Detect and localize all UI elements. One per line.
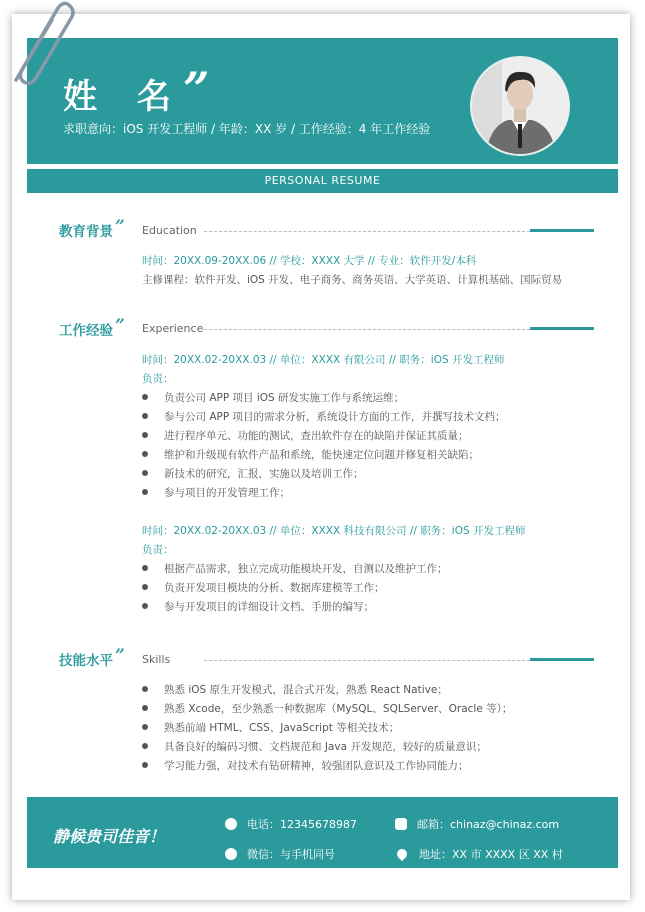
accent-bar [530,658,594,661]
list-item: 新技术的研究，汇报，实施以及培训工作； [142,466,364,481]
list-item: 熟悉 iOS 原生开发模式，混合式开发，熟悉 React Native； [142,682,448,697]
list-item: 参与开发项目的详细设计文档、手册的编写； [142,599,374,614]
portrait-image [472,58,568,154]
section-title-experience: 工作经验 ” [59,316,125,339]
divider [204,231,530,232]
education-line: 时间：20XX.09-20XX.06 // 学校：XXXX 大学 // 专业：软件开发/本科 [142,255,477,267]
list-item: 熟悉 Xcode，至少熟悉一种数据库（MySQL、SQLServer、Oracle 等）； [142,701,512,716]
contact-address: 地址：XX 市 XXXX 区 XX 村 [397,846,563,862]
job-intent: 求职意向：iOS 开发工程师 / 年龄：XX 岁 / 工作经验：4 年工作经验 [63,122,431,136]
job-line: 时间：20XX.02-20XX.03 // 单位：XXXX 科技有限公司 // 职务：iOS 开发工程师 [142,525,526,537]
mail-icon [395,818,407,830]
quote-mark: ” [183,62,210,116]
avatar [470,56,570,156]
section-title-education: 教育背景 ” [59,217,125,240]
list-item: 参与项目的开发管理工作； [142,485,290,500]
section-en-experience: Experience [142,322,204,335]
resume-header [27,38,618,164]
accent-bar [530,229,594,232]
duty-label: 负责： [142,544,174,556]
list-item: 根据产品需求，独立完成功能模块开发，自测以及维护工作； [142,561,448,576]
list-item: 学习能力强，对技术有钻研精神，较强团队意识及工作协同能力； [142,758,469,773]
contact-email: 邮箱：chinaz@chinaz.com [395,816,559,832]
list-item: 负责公司 APP 项目 iOS 研发实施工作与系统运维； [142,390,404,405]
duty-label: 负责： [142,373,174,385]
list-item: 维护和升级现有软件产品和系统，能快速定位问题并修复相关缺陷； [142,447,479,462]
contact-phone: 电话：12345678987 [225,816,357,832]
candidate-name: 姓 名 [63,77,185,117]
quote-mark: ” [115,646,125,666]
contact-footer [27,797,618,868]
accent-bar [530,327,594,330]
slogan: 静候贵司佳音！ [53,827,166,846]
wechat-icon [225,848,237,860]
divider [204,329,530,330]
divider [204,660,530,661]
list-item: 具备良好的编码习惯、文档规范和 Java 开发规范，较好的质量意识； [142,739,487,754]
list-item: 进行程序单元、功能的测试，查出软件存在的缺陷并保证其质量； [142,428,469,443]
list-item: 熟悉前端 HTML、CSS、JavaScript 等相关技术； [142,720,399,735]
list-item: 负责开发项目模块的分析、数据库建模等工作； [142,580,385,595]
courses-line: 主修课程：软件开发、iOS 开发、电子商务、商务英语、大学英语、计算机基础、国际贸易 [142,274,563,286]
paperclip-icon [6,0,76,86]
quote-mark: ” [115,316,125,336]
quote-mark: ” [115,217,125,237]
phone-icon [225,818,237,830]
personal-resume-banner: PERSONAL RESUME [27,169,618,193]
section-title-skills: 技能水平 ” [59,646,125,669]
location-pin-icon [395,847,409,861]
job-line: 时间：20XX.02-20XX.03 // 单位：XXXX 有限公司 // 职务：iOS 开发工程师 [142,354,505,366]
list-item: 参与公司 APP 项目的需求分析，系统设计方面的工作，并撰写技术文档； [142,409,506,424]
contact-wechat: 微信：与手机同号 [225,846,335,862]
section-en-skills: Skills [142,653,171,666]
section-en-education: Education [142,224,197,237]
